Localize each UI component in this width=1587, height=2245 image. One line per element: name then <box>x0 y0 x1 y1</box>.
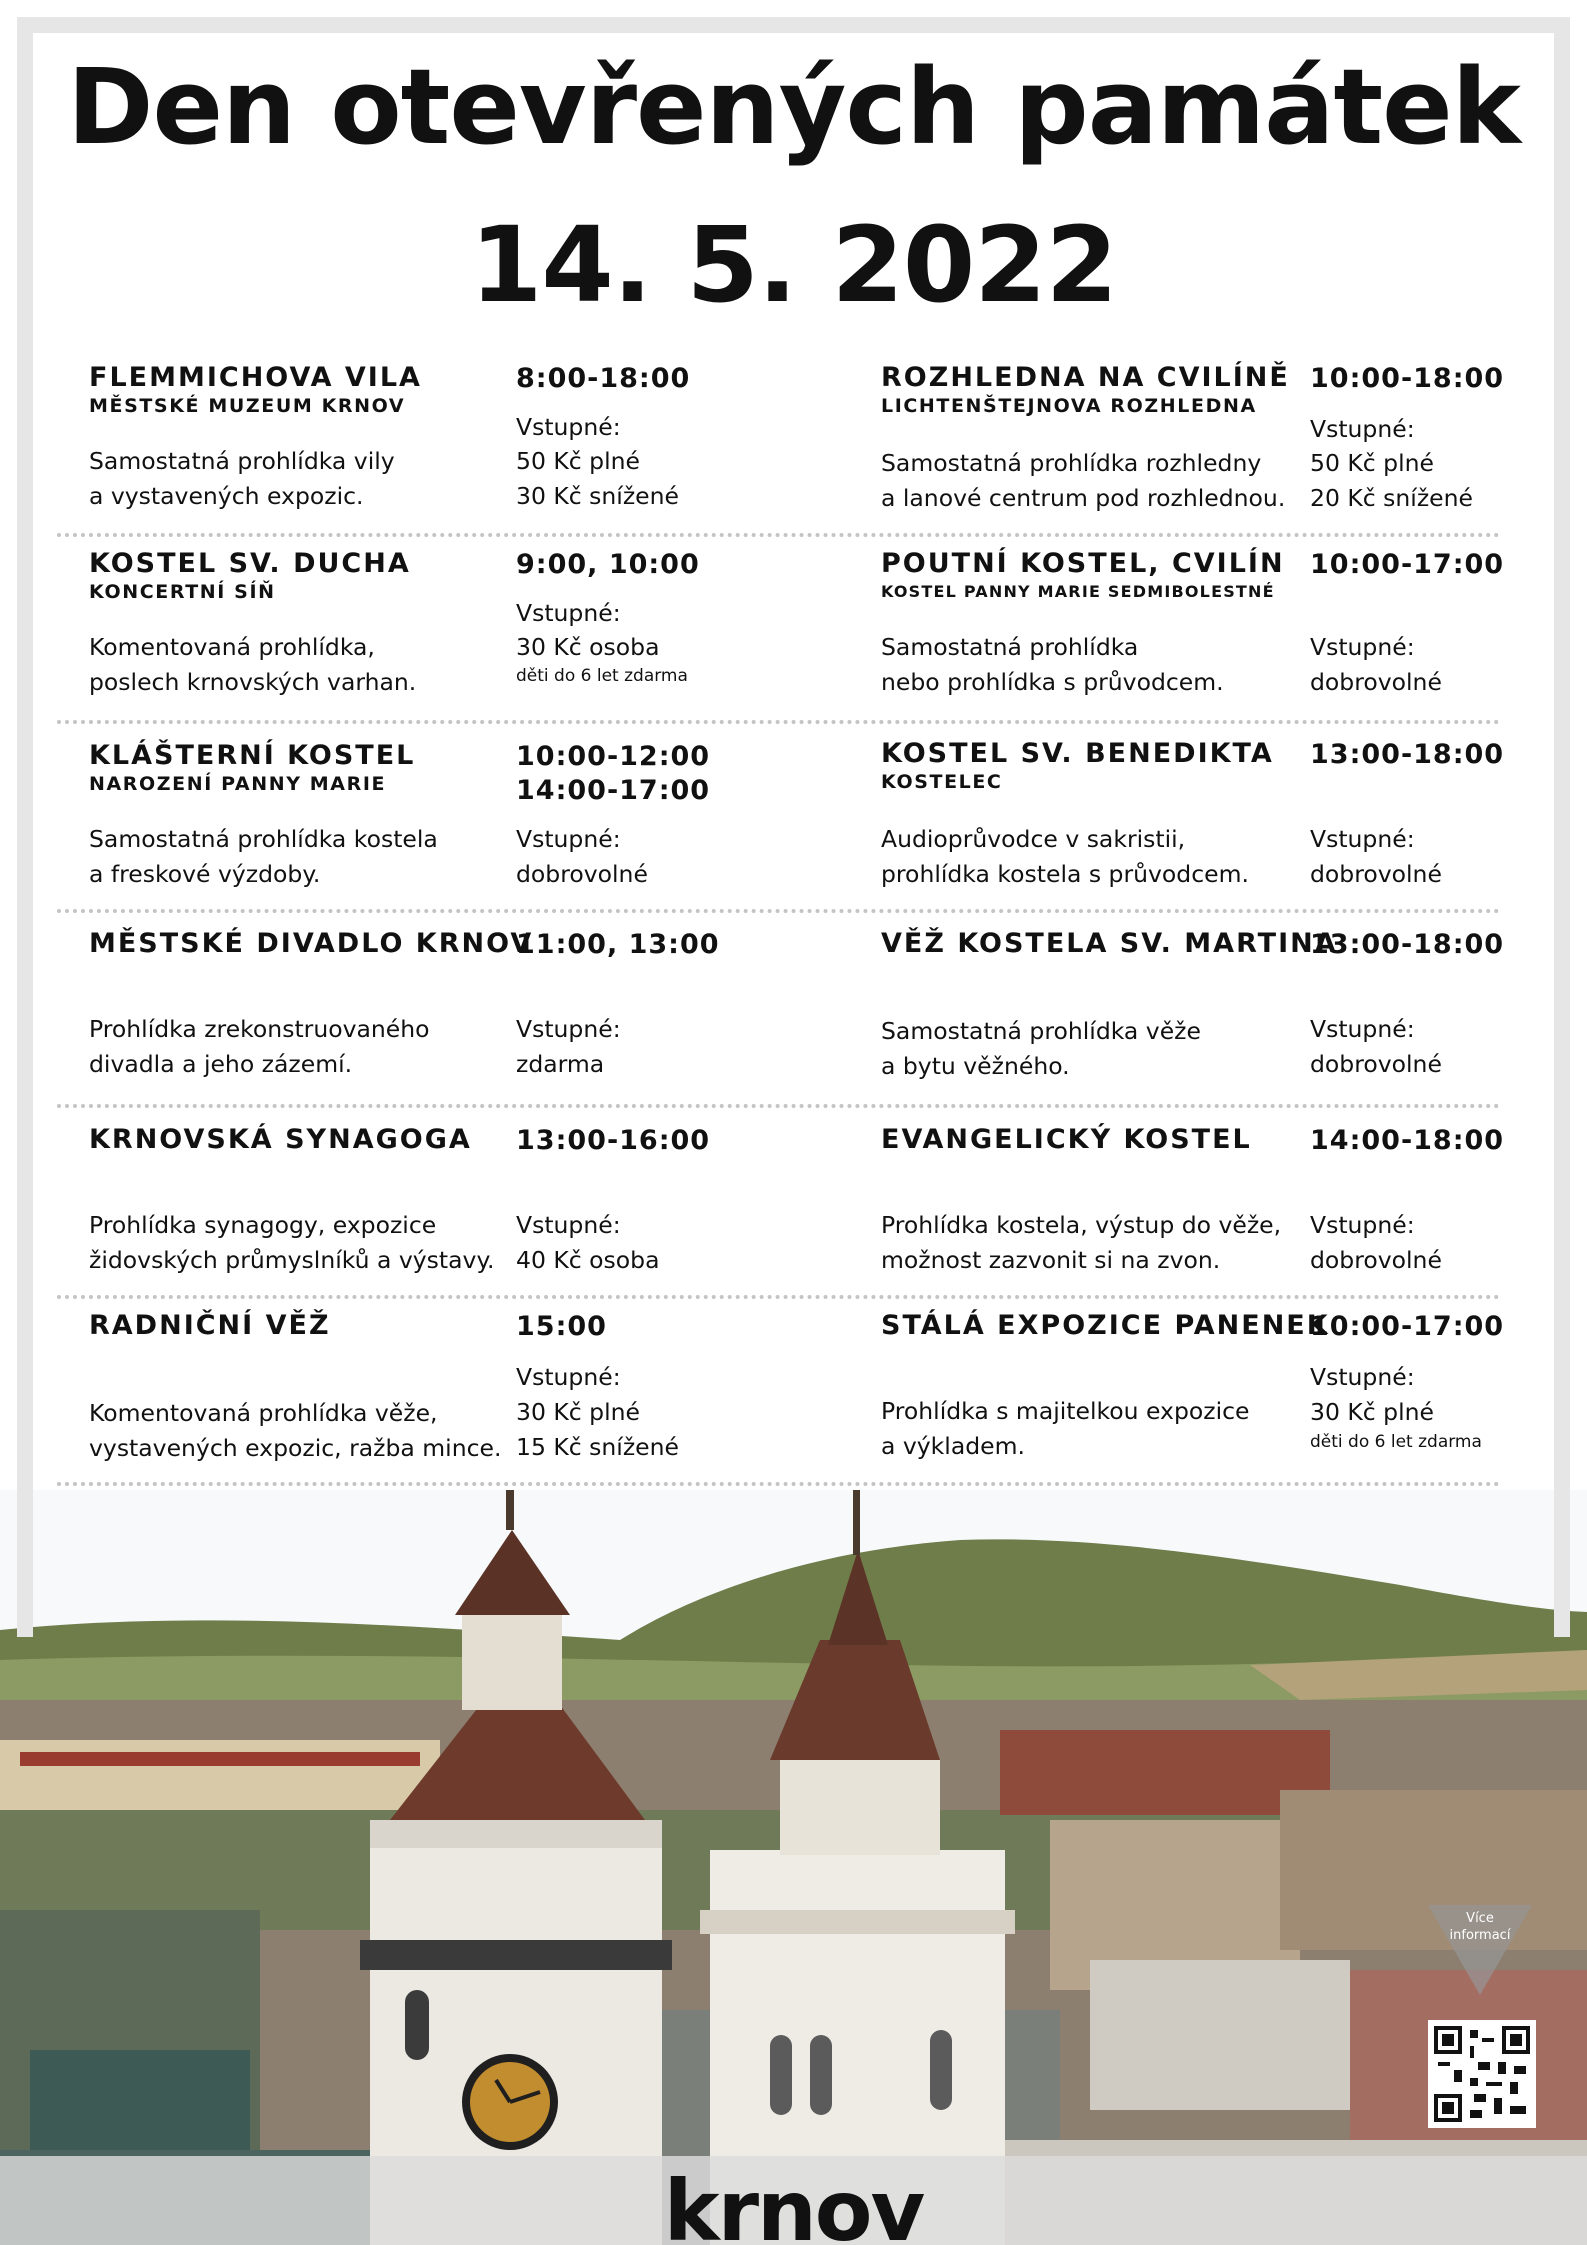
left-info-3 <box>516 928 720 1078</box>
venue-name: EVANGELICKÝ KOSTEL <box>881 1124 1252 1155</box>
town-photo-illustration <box>0 1490 1587 2245</box>
venue-description-2: vystavených expozic, ražba mince. <box>89 1434 502 1462</box>
fee-full: 50 Kč plné <box>1310 449 1434 477</box>
fee-reduced: 30 Kč snížené <box>516 482 679 510</box>
qr-label-line-2: informací <box>1449 1928 1511 1943</box>
fee-label: Vstupné: <box>516 1363 621 1391</box>
frame-left <box>17 17 33 1637</box>
fee-label: Vstupné: <box>1310 1363 1415 1391</box>
fee-label: Vstupné: <box>1310 1211 1415 1239</box>
right-info-2 <box>1310 738 1505 888</box>
row-divider <box>57 720 1500 724</box>
venue-description-1: Samostatná prohlídka věže <box>881 1017 1201 1045</box>
venue-name: VĚŽ KOSTELA SV. MARTINA <box>881 928 1338 959</box>
venue-description-1: Samostatná prohlídka kostela <box>89 825 438 853</box>
left-venue-5 <box>89 1310 502 1462</box>
venue-description-1: Audioprůvodce v sakristii, <box>881 825 1186 853</box>
venue-description-2: a výkladem. <box>881 1432 1025 1460</box>
fee-amount: dobrovolné <box>1310 668 1442 696</box>
fee-reduced: 15 Kč snížené <box>516 1433 679 1461</box>
left-venue-3 <box>89 928 534 1078</box>
venue-subtitle: KOSTELEC <box>881 771 1003 793</box>
row-divider <box>57 1482 1500 1486</box>
krnov-logo: krnov <box>663 2162 924 2245</box>
fee-label: Vstupné: <box>1310 1015 1415 1043</box>
opening-time-1: 10:00-12:00 <box>516 741 711 772</box>
fee-label: Vstupné: <box>516 413 621 441</box>
fee-label: Vstupné: <box>1310 633 1415 661</box>
left-venue-0 <box>89 362 422 510</box>
left-info-0 <box>516 362 691 510</box>
fee-full: 30 Kč plné <box>516 1398 640 1426</box>
frame-top <box>17 17 1570 33</box>
opening-time: 13:00-16:00 <box>516 1125 711 1156</box>
venue-name: MĚSTSKÉ DIVADLO KRNOV <box>89 928 534 959</box>
left-info-4 <box>516 1124 711 1274</box>
fee-full: 50 Kč plné <box>516 447 640 475</box>
fee-amount: 40 Kč osoba <box>516 1246 660 1274</box>
fee-label: Vstupné: <box>516 599 621 627</box>
opening-time: 13:00-18:00 <box>1310 929 1505 960</box>
town-photo <box>0 1490 1587 2245</box>
venue-description-2: nebo prohlídka s průvodcem. <box>881 668 1224 696</box>
fee-label: Vstupné: <box>516 1211 621 1239</box>
opening-time-2: 14:00-17:00 <box>516 775 711 806</box>
venue-name: KOSTEL SV. BENEDIKTA <box>881 738 1274 769</box>
venue-description-2: a lanové centrum pod rozhlednou. <box>881 484 1286 512</box>
left-info-2 <box>516 740 711 888</box>
right-info-0 <box>1310 362 1505 512</box>
venue-description-2: divadla a jeho zázemí. <box>89 1050 353 1078</box>
left-venue-1 <box>89 548 417 696</box>
fee-note: děti do 6 let zdarma <box>1310 1432 1482 1452</box>
fee-amount: dobrovolné <box>1310 860 1442 888</box>
venue-subtitle: KOSTEL PANNY MARIE SEDMIBOLESTNÉ <box>881 582 1275 601</box>
right-info-3 <box>1310 928 1505 1078</box>
venue-description-1: Prohlídka kostela, výstup do věže, <box>881 1211 1282 1239</box>
venue-subtitle: KONCERTNÍ SÍŇ <box>89 581 276 603</box>
venue-name: POUTNÍ KOSTEL, CVILÍN <box>881 548 1285 579</box>
right-venue-1 <box>881 548 1285 696</box>
fee-amount: 30 Kč osoba <box>516 633 660 661</box>
venue-subtitle: LICHTENŠTEJNOVA ROZHLEDNA <box>881 395 1257 417</box>
qr-label <box>1428 1910 1532 1944</box>
right-info-4 <box>1310 1124 1505 1274</box>
venue-description-2: a vystavených expozic. <box>89 482 364 510</box>
opening-time: 10:00-17:00 <box>1310 549 1505 580</box>
qr-label-line-1: Více <box>1466 1911 1494 1926</box>
venue-name: STÁLÁ EXPOZICE PANENEK <box>881 1310 1330 1341</box>
venue-description-1: Samostatná prohlídka <box>881 633 1139 661</box>
right-venue-4 <box>881 1124 1282 1274</box>
right-info-5 <box>1310 1310 1505 1452</box>
fee-reduced: 20 Kč snížené <box>1310 484 1473 512</box>
opening-time: 14:00-18:00 <box>1310 1125 1505 1156</box>
qr-code-icon <box>1434 2026 1530 2122</box>
venue-description-1: Komentovaná prohlídka, <box>89 633 375 661</box>
fee-amount: dobrovolné <box>1310 1246 1442 1274</box>
opening-time: 10:00-17:00 <box>1310 1311 1505 1342</box>
row-divider <box>57 533 1500 537</box>
right-info-1 <box>1310 548 1505 696</box>
left-venue-4 <box>89 1124 495 1274</box>
fee-amount: dobrovolné <box>516 860 648 888</box>
venue-description-1: Prohlídka s majitelkou expozice <box>881 1397 1250 1425</box>
right-venue-2 <box>881 738 1274 888</box>
venue-description-1: Komentovaná prohlídka věže, <box>89 1399 438 1427</box>
venue-description-1: Prohlídka synagogy, expozice <box>89 1211 437 1239</box>
fee-label: Vstupné: <box>1310 415 1415 443</box>
right-venue-5 <box>881 1310 1330 1460</box>
right-venue-3 <box>881 928 1338 1080</box>
row-divider <box>57 1295 1500 1299</box>
page-title: Den otevřených památek <box>67 46 1520 168</box>
fee-amount: dobrovolné <box>1310 1050 1442 1078</box>
opening-time: 15:00 <box>516 1311 607 1342</box>
venue-description-2: a bytu věžného. <box>881 1052 1070 1080</box>
fee-label: Vstupné: <box>1310 825 1415 853</box>
venue-subtitle: NAROZENÍ PANNY MARIE <box>89 773 387 795</box>
event-date: 14. 5. 2022 <box>470 204 1117 326</box>
right-venue-0 <box>881 362 1290 512</box>
venue-name: KLÁŠTERNÍ KOSTEL <box>89 740 416 771</box>
opening-time: 11:00, 13:00 <box>516 929 720 960</box>
venue-description-1: Samostatná prohlídka vily <box>89 447 395 475</box>
venue-name: KOSTEL SV. DUCHA <box>89 548 411 579</box>
opening-time: 9:00, 10:00 <box>516 549 700 580</box>
left-venue-2 <box>89 740 438 888</box>
opening-time: 10:00-18:00 <box>1310 363 1505 394</box>
fee-note: děti do 6 let zdarma <box>516 666 688 686</box>
venue-name: KRNOVSKÁ SYNAGOGA <box>89 1124 472 1155</box>
venue-subtitle: MĚSTSKÉ MUZEUM KRNOV <box>89 395 406 417</box>
qr-code[interactable] <box>1428 2020 1536 2128</box>
fee-label: Vstupné: <box>516 825 621 853</box>
fee-amount: zdarma <box>516 1050 605 1078</box>
frame-right <box>1554 17 1570 1637</box>
venue-description-2: židovských průmyslníků a výstavy. <box>89 1246 495 1274</box>
row-divider <box>57 1104 1500 1108</box>
opening-time: 13:00-18:00 <box>1310 739 1505 770</box>
venue-description-1: Samostatná prohlídka rozhledny <box>881 449 1262 477</box>
row-divider <box>57 909 1500 913</box>
venue-description-2: prohlídka kostela s průvodcem. <box>881 860 1249 888</box>
left-info-5 <box>516 1310 679 1461</box>
venue-description-1: Prohlídka zrekonstruovaného <box>89 1015 430 1043</box>
venue-name: ROZHLEDNA NA CVILÍNĚ <box>881 362 1290 393</box>
venue-description-2: a freskové výzdoby. <box>89 860 321 888</box>
venue-description-2: možnost zazvonit si na zvon. <box>881 1246 1221 1274</box>
opening-time: 8:00-18:00 <box>516 363 691 394</box>
left-info-1 <box>516 548 700 686</box>
venue-name: FLEMMICHOVA VILA <box>89 362 422 393</box>
fee-label: Vstupné: <box>516 1015 621 1043</box>
venue-description-2: poslech krnovských varhan. <box>89 668 417 696</box>
venue-name: RADNIČNÍ VĚŽ <box>89 1310 331 1341</box>
fee-full: 30 Kč plné <box>1310 1398 1434 1426</box>
